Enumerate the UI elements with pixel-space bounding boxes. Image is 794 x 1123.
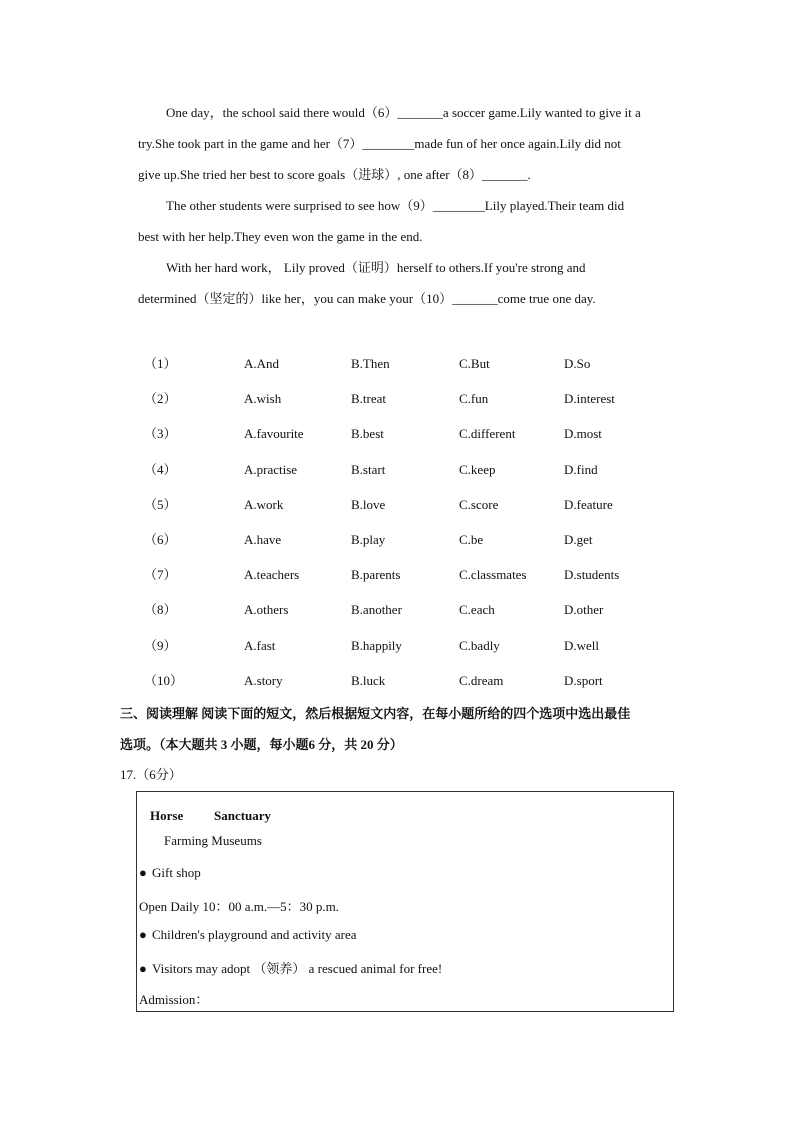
notice-adopt: Visitors may adopt （领养） a rescued animal for free! (152, 961, 443, 976)
option-a: A.fast (244, 637, 276, 653)
question-number: （6） (144, 531, 177, 547)
notice-playground: Children's playground and activity area (152, 927, 357, 942)
question-number: （8） (144, 602, 177, 618)
option-row (144, 628, 684, 663)
option-d: D.sport (564, 672, 603, 688)
option-a: A.others (244, 602, 289, 618)
bullet-icon: ● (139, 927, 147, 942)
option-b: B.love (351, 496, 386, 512)
option-a: A.have (244, 531, 282, 547)
option-b: B.start (351, 461, 386, 477)
option-b: B.happily (351, 637, 402, 653)
section-instruction: 三、阅读理解 阅读下面的短文，然后根据短文内容，在每小题所给的四个选项中选出最佳 (120, 706, 631, 721)
option-d: D.get (564, 531, 593, 547)
option-d: D.well (564, 637, 600, 653)
option-d: D.students (564, 567, 620, 583)
question-number: （4） (144, 461, 177, 477)
question-number: （3） (144, 426, 177, 442)
option-a: A.teachers (244, 567, 300, 583)
passage (138, 97, 674, 314)
option-row (144, 346, 684, 381)
option-b: B.luck (351, 672, 386, 688)
option-row (144, 381, 684, 416)
option-row (144, 487, 684, 522)
notice-gift-shop: Gift shop (152, 865, 201, 880)
option-a: A.And (244, 356, 280, 371)
option-c: C.keep (459, 461, 496, 477)
question-number: （10） (144, 672, 184, 688)
notice-title-sanctuary: Sanctuary (214, 808, 272, 823)
option-a: A.story (244, 672, 283, 688)
option-d: D.So (564, 356, 591, 371)
bullet-icon: ● (139, 865, 147, 880)
question-number: （7） (144, 567, 177, 583)
passage-line: try.She took part in the game and her（7）________made fun of her once again.Lily did not (138, 136, 621, 151)
notice-admission: Admission： (139, 992, 209, 1007)
option-d: D.find (564, 461, 598, 477)
option-row (144, 416, 684, 451)
option-b: B.play (351, 531, 386, 547)
passage-line: give up.She tried her best to score goals（进球）, one after（8）_______. (138, 167, 531, 182)
option-c: C.different (459, 426, 516, 442)
option-c: C.classmates (459, 567, 527, 583)
options-list (144, 346, 684, 698)
option-d: D.other (564, 602, 604, 618)
question-number: （2） (144, 391, 177, 407)
option-b: B.treat (351, 391, 387, 407)
option-a: A.practise (244, 461, 298, 477)
option-d: D.most (564, 426, 602, 442)
option-c: C.But (459, 356, 490, 371)
question-number: （1） (144, 356, 177, 371)
passage-line: determined（坚定的）like her，you can make your（10）_______come true one day. (138, 291, 596, 306)
notice-subtitle: Farming Museums (164, 833, 262, 848)
notice-hours: Open Daily 10：00 a.m.—5：30 p.m. (139, 899, 340, 914)
option-b: B.best (351, 426, 384, 442)
section-heading (120, 698, 680, 760)
option-a: A.favourite (244, 426, 304, 442)
passage-line: best with her help.They even won the game in the end. (138, 229, 423, 244)
option-c: C.each (459, 602, 495, 618)
option-b: B.Then (351, 356, 390, 371)
passage-line: The other students were surprised to see how（9）________Lily played.Their team did (166, 198, 625, 213)
option-b: B.another (351, 602, 402, 618)
option-c: C.fun (459, 391, 489, 407)
option-c: C.dream (459, 672, 504, 688)
option-c: C.badly (459, 637, 500, 653)
option-d: D.interest (564, 391, 615, 407)
passage-line: One day，the school said there would（6）_______a soccer game.Lily wanted to give it a (166, 105, 641, 120)
notice-title-horse: Horse (150, 808, 184, 823)
notice-item (139, 958, 442, 977)
option-row (144, 592, 684, 627)
option-row (144, 557, 684, 592)
bullet-icon: ● (139, 961, 147, 976)
option-b: B.parents (351, 567, 401, 583)
notice-box (136, 791, 674, 1012)
question-number-17: 17.（6分） (120, 767, 182, 782)
passage-line: With her hard work， Lily proved（证明）herself to others.If you're strong and (166, 260, 586, 275)
notice-item (139, 927, 357, 943)
question-number: （9） (144, 637, 177, 653)
option-row (144, 663, 684, 698)
notice-item (139, 865, 201, 881)
section-instruction: 选项。（本大题共 3 小题，每小题6 分，共 20 分） (120, 737, 403, 752)
option-a: A.work (244, 496, 284, 512)
option-a: A.wish (244, 391, 282, 407)
option-row (144, 452, 684, 487)
option-row (144, 522, 684, 557)
question-number: （5） (144, 496, 177, 512)
option-c: C.be (459, 531, 484, 547)
option-c: C.score (459, 496, 499, 512)
option-d: D.feature (564, 496, 613, 512)
